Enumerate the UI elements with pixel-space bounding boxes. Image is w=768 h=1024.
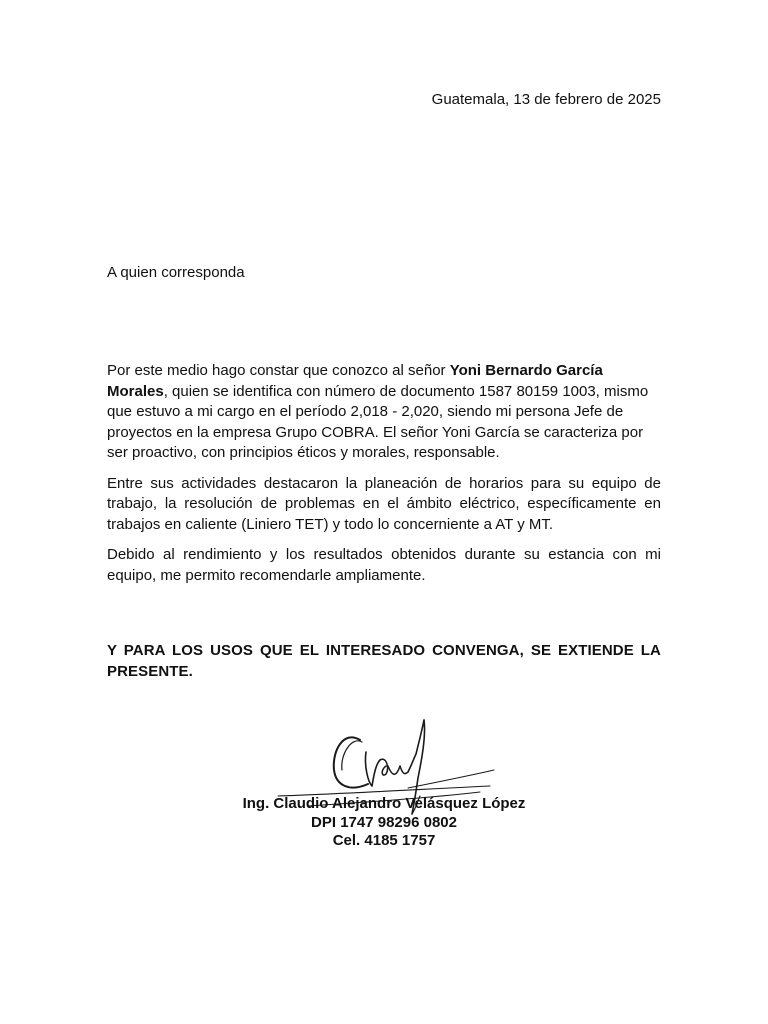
- paragraph-introduction-rest: , quien se identifica con número de documento 1587 80159 1003, mismo que estuvo a mi cargo en el período 2,018 - 2,020, siendo mi persona Jefe de proyectos en la empresa Grupo COBRA. El señor Yoni García se caracteriza por ser proactivo, con principios éticos y morales, responsable.: [107, 382, 649, 461]
- letter-date: Guatemala, 13 de febrero de 2025: [431, 91, 661, 108]
- paragraph-recommendation: Debido al rendimiento y los resultados obtenidos durante su estancia con mi equipo, me permito recomendarle ampliamente.: [107, 546, 661, 584]
- signer-block: [0, 795, 768, 851]
- signer-name: Ing. Claudio Alejandro Velásquez López: [242, 795, 526, 812]
- letter-body: [107, 361, 661, 596]
- signer-phone: Cel. 4185 1757: [332, 832, 436, 849]
- salutation: A quien corresponda: [107, 264, 245, 281]
- signer-dpi: DPI 1747 98296 0802: [311, 813, 457, 831]
- closing-statement: Y PARA LOS USOS QUE EL INTERESADO CONVENGA, SE EXTIENDE LA PRESENTE.: [107, 642, 661, 680]
- paragraph-introduction: [107, 361, 661, 464]
- paragraph-activities: Entre sus actividades destacaron la planeación de horarios para su equipo de trabajo, la resolución de problemas en el ámbito eléctrico, específicamente en trabajos en caliente (Liniero TET) y todo lo concerniente a AT y MT.: [107, 474, 661, 533]
- recommended-person-name: Yoni Bernardo García Morales: [107, 362, 603, 400]
- paragraph-introduction-lead: Por este medio hago constar que conozco al señor: [107, 362, 450, 379]
